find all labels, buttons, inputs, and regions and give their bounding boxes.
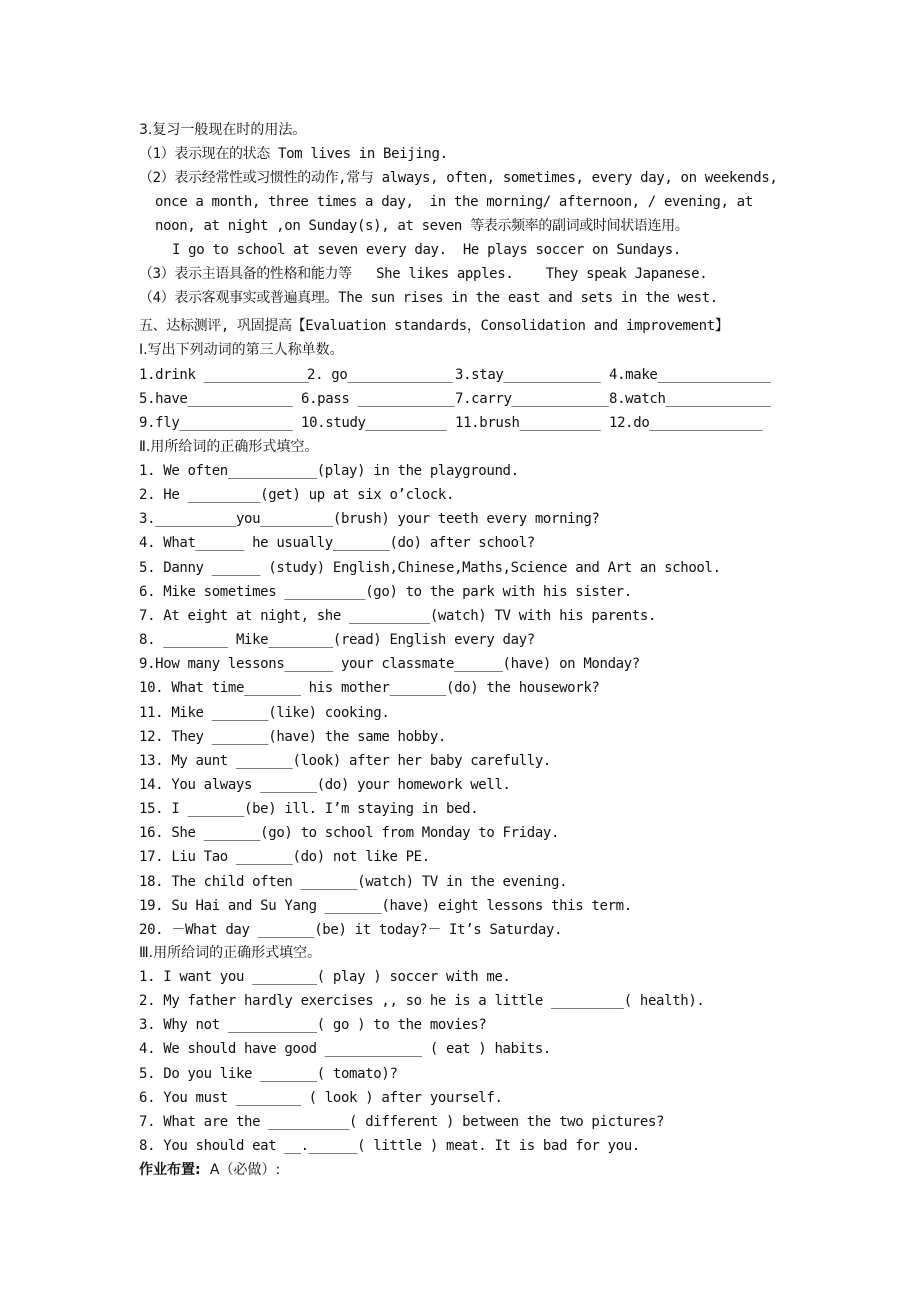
usage-2-cont-2: noon, at night ,on Sunday(s), at seven 等表示频率的副词或时间状语连用。 — [155, 218, 689, 234]
verb-item: 5.have_____________ — [139, 391, 293, 407]
verb-item: 2. go_____________ — [307, 367, 453, 383]
question-item: 18. The child often _______(watch) TV in the evening. — [139, 873, 568, 890]
verb-row — [139, 390, 899, 408]
question-item: 15. I _______(be) ill. I’m staying in bed. — [139, 801, 479, 818]
question-item: 14. You always _______(do) your homework well. — [139, 776, 511, 793]
usage-1: （1）表示现在的状态 Tom lives in Beijing. — [139, 146, 448, 162]
question-item: 8. You should eat __.______( little ) meat. It is bad for you. — [139, 1138, 640, 1155]
section-5-heading: 五、达标测评, 巩固提高【Evaluation standards，Consolidation and improvement】 — [139, 318, 729, 334]
question-item: 8. ________ Mike________(read) English every day? — [139, 632, 535, 649]
question-item: 4. What______ he usually_______(do) after school? — [139, 535, 535, 552]
question-item: 3. Why not ___________( go ) to the movies? — [139, 1017, 487, 1034]
verb-row — [139, 414, 899, 432]
question-item: 1. We often___________(play) in the playground. — [139, 463, 519, 479]
question-item: 7. At eight at night, she __________(watch) TV with his parents. — [139, 607, 657, 624]
question-item: 6. Mike sometimes __________(go) to the park with his sister. — [139, 583, 632, 600]
verb-item: 12.do______________ — [609, 415, 763, 431]
question-item: 4. We should have good ____________ ( eat ) habits. — [139, 1041, 552, 1058]
question-item: 17. Liu Tao _______(do) not like PE. — [139, 849, 430, 866]
review-title: 3.复习一般现在时的用法。 — [139, 122, 307, 138]
question-item: 11. Mike _______(like) cooking. — [139, 704, 390, 721]
question-item: 9.How many lessons______ your classmate______(have) on Monday? — [139, 656, 640, 673]
usage-3: （3）表示主语具备的性格和能力等 She likes apples. They speak Japanese. — [139, 266, 708, 282]
question-item: 3.__________you_________(brush) your teeth every morning? — [139, 511, 600, 528]
question-item: 19. Su Hai and Su Yang _______(have) eight lessons this term. — [139, 897, 632, 914]
usage-2: （2）表示经常性或习惯性的动作,常与 always, often, sometimes, every day, on weekends, — [139, 170, 778, 186]
question-item: 13. My aunt _______(look) after her baby carefully. — [139, 752, 552, 769]
verb-item: 8.watch_____________ — [609, 391, 771, 407]
homework-text: A（必做）: — [205, 1162, 281, 1178]
question-item: 2. He _________(get) up at six o’clock. — [139, 487, 455, 504]
homework-label: 作业布置: — [139, 1162, 206, 1178]
part-1-title: Ⅰ.写出下列动词的第三人称单数。 — [139, 342, 344, 358]
question-item: 5. Danny ______ (study) English,Chinese,Maths,Science and Art an school. — [139, 559, 721, 576]
part-2-title: Ⅱ.用所给词的正确形式填空。 — [139, 439, 319, 455]
verb-item: 9.fly______________ — [139, 415, 293, 431]
verb-item: 10.study__________ — [301, 415, 447, 431]
usage-2-cont-1: once a month, three times a day, in the morning/ afternoon, / evening, at — [155, 194, 753, 210]
question-item: 1. I want you ________( play ) soccer with me. — [139, 969, 511, 985]
question-item: 12. They _______(have) the same hobby. — [139, 728, 446, 745]
question-item: 5. Do you like _______( tomato)? — [139, 1065, 398, 1082]
verb-item: 6.pass ____________ — [301, 391, 455, 407]
usage-4: （4）表示客观事实或普遍真理。The sun rises in the east and sets in the west. — [139, 290, 718, 306]
question-item: 7. What are the __________( different ) between the two pictures? — [139, 1113, 665, 1130]
question-item: 20. －What day _______(be) it today?－ It’s Saturday. — [139, 921, 563, 938]
verb-item: 7.carry____________ — [455, 391, 609, 407]
question-item: 6. You must ________ ( look ) after yourself. — [139, 1089, 503, 1106]
question-item: 2. My father hardly exercises ,, so he is a little _________( health). — [139, 993, 705, 1010]
verb-item: 3.stay____________ — [455, 367, 601, 383]
verb-item: 11.brush__________ — [455, 415, 601, 431]
usage-2-example: I go to school at seven every day. He plays soccer on Sundays. — [172, 242, 681, 258]
verb-row — [139, 366, 899, 384]
verb-item: 4.make______________ — [609, 367, 771, 383]
part-3-title: Ⅲ.用所给词的正确形式填空。 — [139, 945, 322, 961]
homework-line — [139, 1161, 280, 1179]
question-item: 10. What time_______ his mother_______(do) the housework? — [139, 680, 600, 697]
question-item: 16. She _______(go) to school from Monday to Friday. — [139, 825, 560, 842]
verb-item: 1.drink _____________ — [139, 367, 309, 383]
